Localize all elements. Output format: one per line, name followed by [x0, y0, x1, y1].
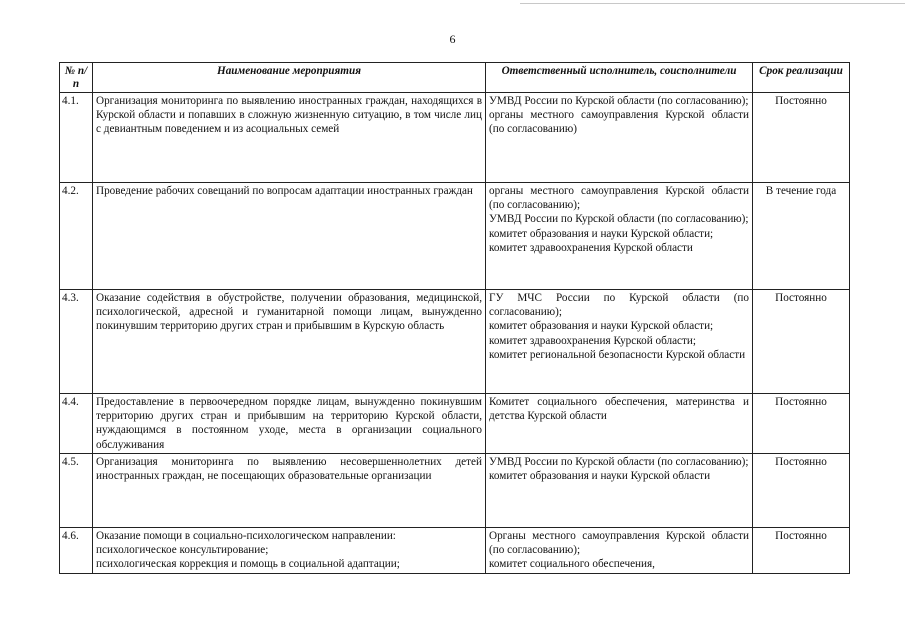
row-name: Проведение рабочих совещаний по вопросам адаптации иностранных граждан	[93, 183, 486, 290]
row-term: Постоянно	[753, 528, 850, 574]
row-responsible	[486, 394, 753, 454]
row-name: Организация мониторинга по выявлению иностранных граждан, находящихся в Курской области и попавших в сложную жизненную ситуацию, в том числе лиц с девиантным поведением и из асоциальных семей	[93, 93, 486, 183]
row-term: Постоянно	[753, 394, 850, 454]
table-row	[60, 394, 850, 454]
responsible-line: комитет образования и науки Курской области;	[489, 227, 714, 240]
name-line: психологическое консультирование;	[96, 544, 269, 557]
row-number: 4.2.	[60, 183, 93, 290]
name-line: психологическая коррекция и помощь в социальной адаптации;	[96, 558, 400, 571]
row-responsible	[486, 183, 753, 290]
responsible-line: органы местного самоуправления Курской области (по согласованию)	[489, 109, 749, 136]
row-responsible	[486, 290, 753, 394]
row-term: Постоянно	[753, 290, 850, 394]
page-number: 6	[449, 32, 456, 46]
table-row	[60, 93, 850, 183]
header-term: Срок реализации	[753, 63, 850, 93]
header-num: № п/п	[60, 63, 93, 93]
name-line: Оказание помощи в социально-психологическом направлении:	[96, 530, 396, 542]
responsible-line: УМВД России по Курской области (по согласованию);	[489, 95, 749, 107]
top-rule	[520, 3, 905, 4]
row-name: Оказание содействия в обустройстве, получении образования, медицинской, психологической, адресной и гуманитарной помощи лицам, вынужденно покинувшим территорию других стран и прибывшим в Курскую область	[93, 290, 486, 394]
row-number: 4.6.	[60, 528, 93, 574]
responsible-line: Комитет социального обеспечения, материнства и детства Курской области	[489, 396, 749, 423]
responsible-line: УМВД России по Курской области (по согласованию);	[489, 456, 749, 468]
row-number: 4.1.	[60, 93, 93, 183]
row-name	[93, 528, 486, 574]
row-number: 4.4.	[60, 394, 93, 454]
header-responsible: Ответственный исполнитель, соисполнители	[486, 63, 753, 93]
row-term: Постоянно	[753, 93, 850, 183]
measures-table	[59, 62, 850, 574]
row-responsible	[486, 454, 753, 528]
responsible-line: органы местного самоуправления Курской области (по согласованию);	[489, 185, 749, 212]
row-name: Предоставление в первоочередном порядке лицам, вынужденно покинувшим территорию других стран и прибывшим на территорию Курской области, нуждающимся в постоянном уходе, места в организации социального обслуживания	[93, 394, 486, 454]
row-term: В течение года	[753, 183, 850, 290]
table-row	[60, 290, 850, 394]
row-name: Организация мониторинга по выявлению несовершеннолетних детей иностранных граждан, не посещающих образовательные организации	[93, 454, 486, 528]
table-row	[60, 528, 850, 574]
responsible-line: комитет социального обеспечения,	[489, 558, 655, 571]
table-row	[60, 454, 850, 528]
responsible-line: комитет региональной безопасности Курской области	[489, 348, 746, 361]
responsible-line: ГУ МЧС России по Курской области (по согласованию);	[489, 292, 749, 319]
responsible-line: комитет здравоохранения Курской области;	[489, 334, 696, 347]
row-number: 4.5.	[60, 454, 93, 528]
responsible-line: комитет образования и науки Курской области	[489, 470, 711, 483]
responsible-line: УМВД России по Курской области (по согласованию);	[489, 213, 749, 226]
responsible-line: комитет здравоохранения Курской области	[489, 241, 693, 254]
row-number: 4.3.	[60, 290, 93, 394]
header-name: Наименование мероприятия	[93, 63, 486, 93]
responsible-line: Органы местного самоуправления Курской области (по согласованию);	[489, 530, 749, 557]
responsible-line: комитет образования и науки Курской области;	[489, 320, 714, 333]
table-header-row	[60, 63, 850, 93]
table-row	[60, 183, 850, 290]
row-term: Постоянно	[753, 454, 850, 528]
row-responsible	[486, 93, 753, 183]
row-responsible	[486, 528, 753, 574]
